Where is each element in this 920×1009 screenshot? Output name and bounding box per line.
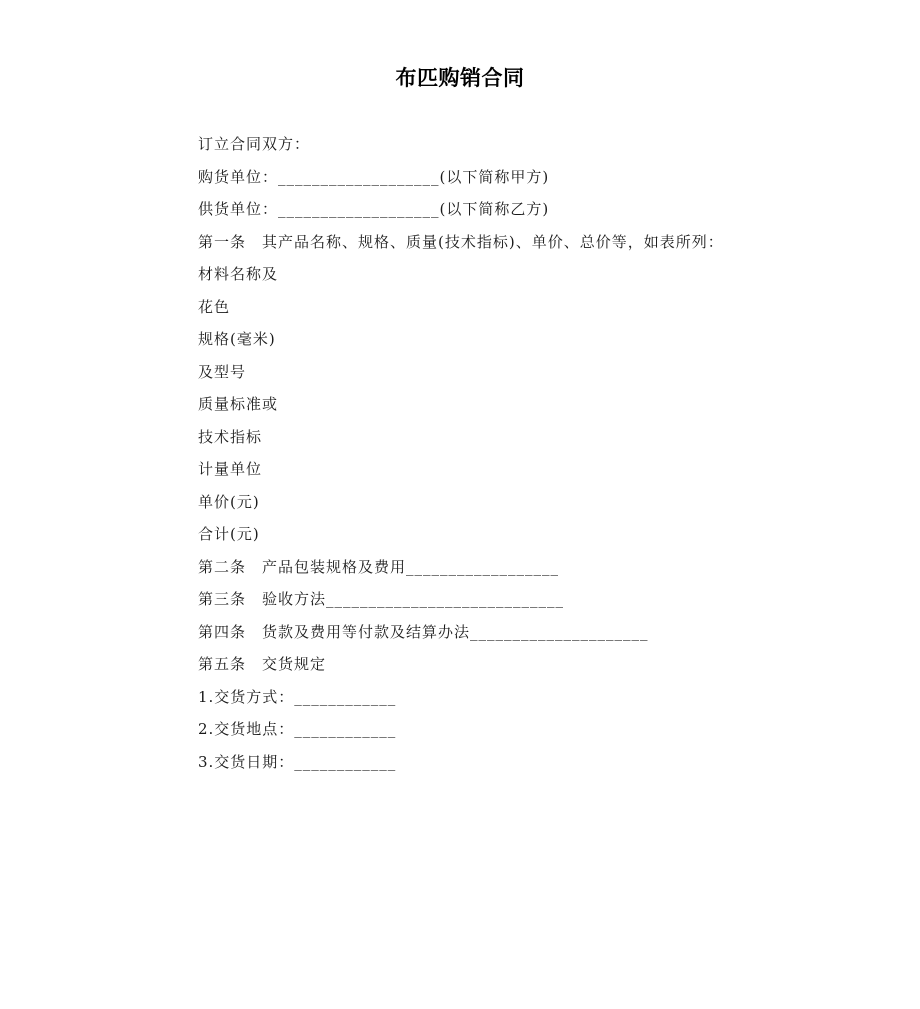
buyer-line: 购货单位：___________________(以下简称甲方) bbox=[198, 167, 550, 186]
contract-body bbox=[198, 131, 818, 781]
parties-heading: 订立合同双方： bbox=[198, 135, 311, 153]
table-label-material: 材料名称及 bbox=[198, 265, 279, 283]
supplier-line: 供货单位：___________________(以下简称乙方) bbox=[198, 200, 550, 218]
table-label-model: 及型号 bbox=[198, 362, 247, 381]
table-label-unit: 计量单位 bbox=[198, 460, 263, 478]
table-label-color: 花色 bbox=[198, 297, 231, 316]
document-title: 布匹购销合同 bbox=[395, 66, 525, 90]
table-label-total: 合计(元) bbox=[198, 525, 260, 543]
article-2: 第二条 产品包装规格及费用__________________ bbox=[198, 557, 560, 576]
article-1: 第一条 其产品名称、规格、质量(技术指标)、单价、总价等，如表所列： bbox=[198, 232, 724, 251]
table-label-tech: 技术指标 bbox=[198, 427, 263, 446]
article-5: 第五条 交货规定 bbox=[198, 655, 327, 673]
article-4: 第四条 货款及费用等付款及结算办法_____________________ bbox=[198, 622, 649, 641]
article-3: 第三条 验收方法____________________________ bbox=[198, 590, 565, 608]
table-label-price: 单价(元) bbox=[198, 492, 260, 511]
delivery-method: 1.交货方式：____________ bbox=[198, 687, 397, 706]
delivery-date: 3.交货日期：____________ bbox=[198, 752, 397, 771]
table-label-quality: 质量标准或 bbox=[198, 395, 279, 413]
table-label-spec: 规格(毫米) bbox=[198, 330, 276, 348]
delivery-location: 2.交货地点：____________ bbox=[198, 720, 397, 738]
